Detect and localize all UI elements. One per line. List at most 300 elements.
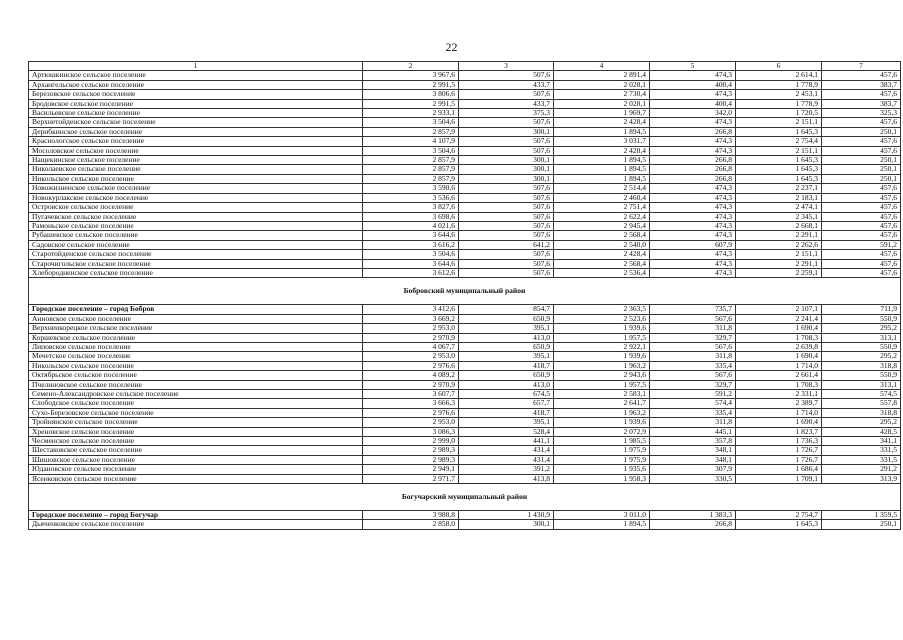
value-cell: 1 726,7 bbox=[736, 455, 822, 464]
value-cell: 2 989,3 bbox=[363, 455, 459, 464]
value-cell: 1 975,9 bbox=[554, 446, 650, 455]
value-cell: 641,2 bbox=[459, 240, 554, 249]
value-cell: 1 778,9 bbox=[736, 99, 822, 108]
district-name: Богучарский муниципальный район bbox=[29, 484, 901, 511]
value-cell: 1 708,3 bbox=[736, 333, 822, 342]
value-cell: 329,7 bbox=[650, 380, 736, 389]
value-cell: 3 612,6 bbox=[363, 268, 459, 277]
table-row bbox=[29, 380, 901, 389]
value-cell: 3 644,6 bbox=[363, 231, 459, 240]
table-row bbox=[29, 174, 901, 183]
value-cell: 400,4 bbox=[650, 80, 736, 89]
table-row bbox=[29, 250, 901, 259]
value-cell: 431,4 bbox=[459, 455, 554, 464]
value-cell: 457,6 bbox=[822, 146, 901, 155]
value-cell: 1 709,1 bbox=[736, 474, 822, 483]
budget-table bbox=[28, 61, 901, 530]
table-row bbox=[29, 240, 901, 249]
value-cell: 457,6 bbox=[822, 212, 901, 221]
value-cell: 250,1 bbox=[822, 156, 901, 165]
settlement-name: Артюшкинское сельское поселение bbox=[29, 71, 363, 80]
value-cell: 3 011,0 bbox=[554, 511, 650, 520]
value-cell: 1 969,7 bbox=[554, 109, 650, 118]
value-cell: 413,8 bbox=[459, 474, 554, 483]
settlement-name: Слободское сельское поселение bbox=[29, 399, 363, 408]
value-cell: 2 028,1 bbox=[554, 80, 650, 89]
value-cell: 591,2 bbox=[822, 240, 901, 249]
value-cell: 457,6 bbox=[822, 137, 901, 146]
value-cell: 2 976,6 bbox=[363, 408, 459, 417]
value-cell: 2 151,1 bbox=[736, 118, 822, 127]
value-cell: 2 331,1 bbox=[736, 390, 822, 399]
table-row bbox=[29, 455, 901, 464]
value-cell: 300,1 bbox=[459, 165, 554, 174]
value-cell: 1 645,3 bbox=[736, 127, 822, 136]
column-header: 3 bbox=[459, 62, 554, 71]
value-cell: 1 939,6 bbox=[554, 418, 650, 427]
value-cell: 1 894,5 bbox=[554, 165, 650, 174]
value-cell: 1 714,0 bbox=[736, 408, 822, 417]
value-cell: 1 957,5 bbox=[554, 380, 650, 389]
value-cell: 2 953,0 bbox=[363, 324, 459, 333]
value-cell: 311,8 bbox=[650, 418, 736, 427]
value-cell: 4 107,9 bbox=[363, 137, 459, 146]
value-cell: 2 428,4 bbox=[554, 146, 650, 155]
value-cell: 329,7 bbox=[650, 333, 736, 342]
value-cell: 507,6 bbox=[459, 231, 554, 240]
table-row bbox=[29, 109, 901, 118]
settlement-name: Никольское сельское поселение bbox=[29, 361, 363, 370]
value-cell: 413,0 bbox=[459, 333, 554, 342]
value-cell: 1 359,5 bbox=[822, 511, 901, 520]
value-cell: 550,9 bbox=[822, 342, 901, 351]
value-cell: 2 970,9 bbox=[363, 333, 459, 342]
value-cell: 311,8 bbox=[650, 352, 736, 361]
value-cell: 574,5 bbox=[822, 390, 901, 399]
settlement-name: Дерибкинское сельское поселение bbox=[29, 127, 363, 136]
settlement-name: Юдановское сельское поселение bbox=[29, 465, 363, 474]
value-cell: 318,8 bbox=[822, 361, 901, 370]
value-cell: 318,8 bbox=[822, 408, 901, 417]
value-cell: 1 894,5 bbox=[554, 174, 650, 183]
value-cell: 1 645,3 bbox=[736, 156, 822, 165]
value-cell: 311,8 bbox=[650, 324, 736, 333]
district-section-row bbox=[29, 484, 901, 511]
value-cell: 2 183,1 bbox=[736, 193, 822, 202]
value-cell: 4 021,6 bbox=[363, 221, 459, 230]
settlement-name: Березовское сельское поселение bbox=[29, 90, 363, 99]
column-header: 1 bbox=[29, 62, 363, 71]
value-cell: 2 971,7 bbox=[363, 474, 459, 483]
settlement-name: Старочигольское сельское поселение bbox=[29, 259, 363, 268]
value-cell: 395,1 bbox=[459, 352, 554, 361]
value-cell: 2 949,1 bbox=[363, 465, 459, 474]
table-body bbox=[29, 62, 901, 530]
value-cell: 2 953,0 bbox=[363, 418, 459, 427]
value-cell: 428,5 bbox=[822, 427, 901, 436]
value-cell: 2 999,0 bbox=[363, 437, 459, 446]
value-cell: 2 754,4 bbox=[736, 137, 822, 146]
settlement-name: Пугачевское сельское поселение bbox=[29, 212, 363, 221]
value-cell: 1 975,9 bbox=[554, 455, 650, 464]
table-row bbox=[29, 314, 901, 323]
value-cell: 3 504,6 bbox=[363, 118, 459, 127]
settlement-name: Новожизненское сельское поселение bbox=[29, 184, 363, 193]
value-cell: 3 607,7 bbox=[363, 390, 459, 399]
value-cell: 357,8 bbox=[650, 437, 736, 446]
value-cell: 445,1 bbox=[650, 427, 736, 436]
value-cell: 391,2 bbox=[459, 465, 554, 474]
value-cell: 2 262,6 bbox=[736, 240, 822, 249]
column-header: 6 bbox=[736, 62, 822, 71]
value-cell: 2 922,1 bbox=[554, 342, 650, 351]
value-cell: 341,1 bbox=[822, 437, 901, 446]
settlement-name: Анновское сельское поселение bbox=[29, 314, 363, 323]
table-row bbox=[29, 165, 901, 174]
value-cell: 3 536,6 bbox=[363, 193, 459, 202]
value-cell: 474,3 bbox=[650, 90, 736, 99]
table-row bbox=[29, 184, 901, 193]
value-cell: 300,1 bbox=[459, 520, 554, 529]
value-cell: 2 523,6 bbox=[554, 314, 650, 323]
value-cell: 1 894,5 bbox=[554, 520, 650, 529]
value-cell: 474,3 bbox=[650, 221, 736, 230]
value-cell: 2 583,1 bbox=[554, 390, 650, 399]
value-cell: 457,6 bbox=[822, 259, 901, 268]
value-cell: 330,5 bbox=[650, 474, 736, 483]
value-cell: 1 894,5 bbox=[554, 156, 650, 165]
table-row bbox=[29, 474, 901, 483]
table-row bbox=[29, 427, 901, 436]
value-cell: 457,6 bbox=[822, 203, 901, 212]
value-cell: 507,6 bbox=[459, 212, 554, 221]
table-row bbox=[29, 361, 901, 370]
value-cell: 567,6 bbox=[650, 371, 736, 380]
value-cell: 2 428,4 bbox=[554, 118, 650, 127]
value-cell: 474,3 bbox=[650, 146, 736, 155]
settlement-name: Шишовское сельское поселение bbox=[29, 455, 363, 464]
value-cell: 507,6 bbox=[459, 250, 554, 259]
value-cell: 474,3 bbox=[650, 118, 736, 127]
table-row bbox=[29, 127, 901, 136]
settlement-name: Октябрьское сельское поселение bbox=[29, 371, 363, 380]
value-cell: 474,3 bbox=[650, 259, 736, 268]
value-cell: 1 939,6 bbox=[554, 324, 650, 333]
value-cell: 2 028,1 bbox=[554, 99, 650, 108]
settlement-name: Верхнетойденское сельское поселение bbox=[29, 118, 363, 127]
value-cell: 3 988,8 bbox=[363, 511, 459, 520]
value-cell: 457,6 bbox=[822, 90, 901, 99]
value-cell: 474,3 bbox=[650, 231, 736, 240]
value-cell: 474,3 bbox=[650, 250, 736, 259]
value-cell: 3 616,2 bbox=[363, 240, 459, 249]
value-cell: 1 963,2 bbox=[554, 361, 650, 370]
table-row bbox=[29, 193, 901, 202]
value-cell: 2 661,4 bbox=[736, 371, 822, 380]
value-cell: 1 823,7 bbox=[736, 427, 822, 436]
value-cell: 507,6 bbox=[459, 71, 554, 80]
value-cell: 507,6 bbox=[459, 90, 554, 99]
value-cell: 250,1 bbox=[822, 165, 901, 174]
value-cell: 2 858,0 bbox=[363, 520, 459, 529]
settlement-name: Рамоньское сельское поселение bbox=[29, 221, 363, 230]
value-cell: 650,9 bbox=[459, 342, 554, 351]
table-row bbox=[29, 137, 901, 146]
value-cell: 2 751,4 bbox=[554, 203, 650, 212]
value-cell: 313,9 bbox=[822, 474, 901, 483]
settlement-name: Архангельское сельское поселение bbox=[29, 80, 363, 89]
settlement-name: Сухо-Березовское сельское поселение bbox=[29, 408, 363, 417]
value-cell: 348,1 bbox=[650, 455, 736, 464]
value-cell: 2 641,7 bbox=[554, 399, 650, 408]
value-cell: 2 568,4 bbox=[554, 231, 650, 240]
value-cell: 1 894,5 bbox=[554, 127, 650, 136]
district-name: Бобровский муниципальный район bbox=[29, 278, 901, 305]
district-section-row bbox=[29, 278, 901, 305]
settlement-name: Пчелиновское сельское поселение bbox=[29, 380, 363, 389]
table-row bbox=[29, 399, 901, 408]
value-cell: 557,8 bbox=[822, 399, 901, 408]
table-row bbox=[29, 437, 901, 446]
settlement-name: Мосоловское сельское поселение bbox=[29, 146, 363, 155]
value-cell: 441,1 bbox=[459, 437, 554, 446]
value-cell: 2 639,8 bbox=[736, 342, 822, 351]
settlement-name: Васильевское сельское поселение bbox=[29, 109, 363, 118]
settlement-name: Семено-Александровское сельское поселение bbox=[29, 390, 363, 399]
value-cell: 650,9 bbox=[459, 314, 554, 323]
table-row bbox=[29, 99, 901, 108]
value-cell: 2 514,4 bbox=[554, 184, 650, 193]
settlement-name: Ясенковское сельское поселение bbox=[29, 474, 363, 483]
value-cell: 2 453,1 bbox=[736, 90, 822, 99]
value-cell: 1 736,3 bbox=[736, 437, 822, 446]
value-cell: 3 086,3 bbox=[363, 427, 459, 436]
table-row bbox=[29, 446, 901, 455]
settlement-name: Николаевское сельское поселение bbox=[29, 165, 363, 174]
value-cell: 507,6 bbox=[459, 137, 554, 146]
column-number-row bbox=[29, 62, 901, 71]
value-cell: 2 237,1 bbox=[736, 184, 822, 193]
value-cell: 2 991,5 bbox=[363, 80, 459, 89]
value-cell: 528,4 bbox=[459, 427, 554, 436]
value-cell: 457,6 bbox=[822, 184, 901, 193]
settlement-name: Бродовское сельское поселение bbox=[29, 99, 363, 108]
value-cell: 266,8 bbox=[650, 156, 736, 165]
settlement-name: Мечетское сельское поселение bbox=[29, 352, 363, 361]
value-cell: 507,6 bbox=[459, 184, 554, 193]
value-cell: 550,9 bbox=[822, 371, 901, 380]
value-cell: 1 985,5 bbox=[554, 437, 650, 446]
table-row bbox=[29, 520, 901, 529]
table-row bbox=[29, 352, 901, 361]
value-cell: 457,6 bbox=[822, 118, 901, 127]
value-cell: 2 291,1 bbox=[736, 259, 822, 268]
value-cell: 2 151,1 bbox=[736, 146, 822, 155]
value-cell: 2 945,4 bbox=[554, 221, 650, 230]
value-cell: 3 031,7 bbox=[554, 137, 650, 146]
table-row bbox=[29, 342, 901, 351]
value-cell: 507,6 bbox=[459, 221, 554, 230]
value-cell: 291,2 bbox=[822, 465, 901, 474]
table-row bbox=[29, 156, 901, 165]
value-cell: 348,1 bbox=[650, 446, 736, 455]
column-header: 7 bbox=[822, 62, 901, 71]
value-cell: 2 622,4 bbox=[554, 212, 650, 221]
table-row bbox=[29, 418, 901, 427]
value-cell: 266,8 bbox=[650, 520, 736, 529]
value-cell: 457,6 bbox=[822, 268, 901, 277]
value-cell: 474,3 bbox=[650, 184, 736, 193]
value-cell: 2 991,5 bbox=[363, 99, 459, 108]
value-cell: 2 568,4 bbox=[554, 259, 650, 268]
value-cell: 1 708,3 bbox=[736, 380, 822, 389]
value-cell: 2 107,1 bbox=[736, 305, 822, 314]
value-cell: 474,3 bbox=[650, 71, 736, 80]
column-header: 4 bbox=[554, 62, 650, 71]
value-cell: 295,2 bbox=[822, 418, 901, 427]
value-cell: 507,6 bbox=[459, 268, 554, 277]
value-cell: 2 363,5 bbox=[554, 305, 650, 314]
value-cell: 2 428,4 bbox=[554, 250, 650, 259]
table-row bbox=[29, 305, 901, 314]
table-row bbox=[29, 146, 901, 155]
value-cell: 433,7 bbox=[459, 99, 554, 108]
value-cell: 1 690,4 bbox=[736, 352, 822, 361]
value-cell: 4 089,2 bbox=[363, 371, 459, 380]
value-cell: 300,1 bbox=[459, 156, 554, 165]
value-cell: 457,6 bbox=[822, 193, 901, 202]
value-cell: 250,1 bbox=[822, 174, 901, 183]
settlement-name: Новокурлакское сельское поселение bbox=[29, 193, 363, 202]
value-cell: 550,9 bbox=[822, 314, 901, 323]
value-cell: 474,3 bbox=[650, 212, 736, 221]
value-cell: 2 953,0 bbox=[363, 352, 459, 361]
value-cell: 325,3 bbox=[822, 109, 901, 118]
value-cell: 250,1 bbox=[822, 127, 901, 136]
value-cell: 854,7 bbox=[459, 305, 554, 314]
table-row bbox=[29, 221, 901, 230]
value-cell: 2 857,9 bbox=[363, 174, 459, 183]
value-cell: 1 963,2 bbox=[554, 408, 650, 417]
value-cell: 2 943,6 bbox=[554, 371, 650, 380]
value-cell: 383,7 bbox=[822, 80, 901, 89]
value-cell: 295,2 bbox=[822, 324, 901, 333]
value-cell: 3 827,6 bbox=[363, 203, 459, 212]
value-cell: 3 644,6 bbox=[363, 259, 459, 268]
value-cell: 2 259,1 bbox=[736, 268, 822, 277]
value-cell: 1 645,3 bbox=[736, 174, 822, 183]
table-row bbox=[29, 231, 901, 240]
value-cell: 507,6 bbox=[459, 118, 554, 127]
settlement-name: Садовское сельское поселение bbox=[29, 240, 363, 249]
value-cell: 266,8 bbox=[650, 127, 736, 136]
value-cell: 457,6 bbox=[822, 231, 901, 240]
value-cell: 2 976,6 bbox=[363, 361, 459, 370]
value-cell: 1 726,7 bbox=[736, 446, 822, 455]
value-cell: 3 698,6 bbox=[363, 212, 459, 221]
value-cell: 1 430,9 bbox=[459, 511, 554, 520]
value-cell: 2 345,1 bbox=[736, 212, 822, 221]
value-cell: 650,9 bbox=[459, 371, 554, 380]
value-cell: 507,6 bbox=[459, 146, 554, 155]
value-cell: 2 614,1 bbox=[736, 71, 822, 80]
value-cell: 2 857,9 bbox=[363, 127, 459, 136]
value-cell: 2 933,1 bbox=[363, 109, 459, 118]
settlement-name: Старотойденское сельское поселение bbox=[29, 250, 363, 259]
value-cell: 1 957,5 bbox=[554, 333, 650, 342]
value-cell: 295,2 bbox=[822, 352, 901, 361]
value-cell: 474,3 bbox=[650, 137, 736, 146]
settlement-name: Островское сельское поселение bbox=[29, 203, 363, 212]
value-cell: 250,1 bbox=[822, 520, 901, 529]
settlement-name: Городское поселение – город Богучар bbox=[29, 511, 363, 520]
value-cell: 2 291,1 bbox=[736, 231, 822, 240]
settlement-name: Липовское сельское поселение bbox=[29, 342, 363, 351]
value-cell: 4 067,7 bbox=[363, 342, 459, 351]
value-cell: 2 241,4 bbox=[736, 314, 822, 323]
value-cell: 735,7 bbox=[650, 305, 736, 314]
value-cell: 433,7 bbox=[459, 80, 554, 89]
value-cell: 418,7 bbox=[459, 408, 554, 417]
value-cell: 1 778,9 bbox=[736, 80, 822, 89]
value-cell: 3 806,6 bbox=[363, 90, 459, 99]
value-cell: 1 720,5 bbox=[736, 109, 822, 118]
value-cell: 418,7 bbox=[459, 361, 554, 370]
value-cell: 674,5 bbox=[459, 390, 554, 399]
table-row bbox=[29, 90, 901, 99]
value-cell: 335,4 bbox=[650, 408, 736, 417]
settlement-name: Городское поселение – город Бобров bbox=[29, 305, 363, 314]
value-cell: 395,1 bbox=[459, 418, 554, 427]
column-header: 5 bbox=[650, 62, 736, 71]
value-cell: 1 645,3 bbox=[736, 520, 822, 529]
value-cell: 313,1 bbox=[822, 333, 901, 342]
settlement-name: Хреновское сельское поселение bbox=[29, 427, 363, 436]
value-cell: 567,6 bbox=[650, 314, 736, 323]
table-row bbox=[29, 80, 901, 89]
value-cell: 431,4 bbox=[459, 446, 554, 455]
value-cell: 266,8 bbox=[650, 174, 736, 183]
value-cell: 300,1 bbox=[459, 127, 554, 136]
value-cell: 2 891,4 bbox=[554, 71, 650, 80]
value-cell: 3 669,2 bbox=[363, 314, 459, 323]
value-cell: 2 857,9 bbox=[363, 165, 459, 174]
value-cell: 331,5 bbox=[822, 446, 901, 455]
value-cell: 331,5 bbox=[822, 455, 901, 464]
value-cell: 457,6 bbox=[822, 250, 901, 259]
table-row bbox=[29, 511, 901, 520]
value-cell: 711,9 bbox=[822, 305, 901, 314]
value-cell: 383,7 bbox=[822, 99, 901, 108]
value-cell: 2 072,9 bbox=[554, 427, 650, 436]
table-row bbox=[29, 324, 901, 333]
value-cell: 2 730,4 bbox=[554, 90, 650, 99]
settlement-name: Нащекинское сельское поселение bbox=[29, 156, 363, 165]
value-cell: 2 474,1 bbox=[736, 203, 822, 212]
value-cell: 2 989,3 bbox=[363, 446, 459, 455]
settlement-name: Верхнеикорецкое сельское поселение bbox=[29, 324, 363, 333]
table-row bbox=[29, 259, 901, 268]
value-cell: 1 939,6 bbox=[554, 352, 650, 361]
value-cell: 413,0 bbox=[459, 380, 554, 389]
value-cell: 300,1 bbox=[459, 174, 554, 183]
value-cell: 474,3 bbox=[650, 193, 736, 202]
value-cell: 375,3 bbox=[459, 109, 554, 118]
value-cell: 507,6 bbox=[459, 193, 554, 202]
value-cell: 474,3 bbox=[650, 203, 736, 212]
value-cell: 3 967,6 bbox=[363, 71, 459, 80]
value-cell: 2 460,4 bbox=[554, 193, 650, 202]
